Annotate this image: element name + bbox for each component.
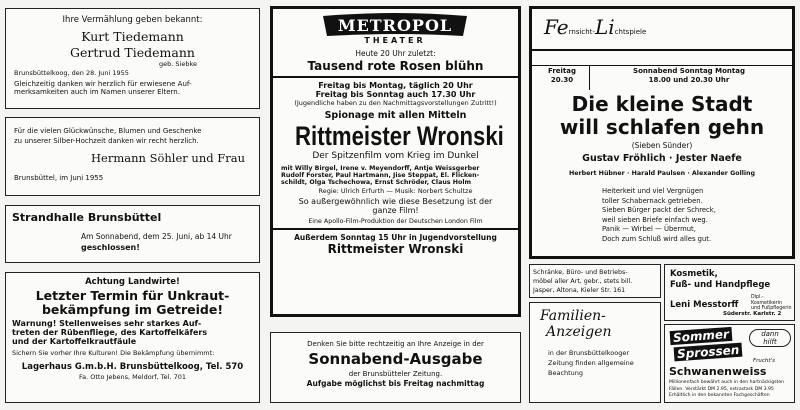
cosmetics-line-1: Kosmetik, [670,269,718,279]
metropol-praise-2: ganze Film! [372,206,419,215]
bride-maiden-name: geb. Siebke [159,60,197,68]
metropol-youth-note: (Jugendliche haben zu den Nachmittagsvorstellungen Zutritt!) [294,99,497,107]
wedding-heading: Ihre Vermählung geben bekannt: [62,15,203,25]
furniture-line-1: Schränke, Büro- und Betriebs- [533,269,628,276]
fernli-weekend-days: Sonnabend Sonntag Montag [633,67,745,75]
metropol-subtitle: Der Spitzenfilm vom Krieg im Dunkel [312,151,479,161]
silver-place-date: Brunsbüttel, im Juni 1955 [14,174,104,182]
fernli-logo-rnsicht: rnsicht- [568,28,595,36]
fernli-cinema-ad [529,6,795,259]
strandhalle-notice [5,205,260,263]
freckles-fine-1: Millionenfach bewährt auch in den hartnäckigsten [669,380,785,385]
fernli-logo-li: Li [594,15,615,39]
freckles-brand-top: Frucht's [753,358,775,364]
metropol-tagline: Spionage mit allen Mitteln [324,110,467,121]
farmers-warning-1: Warnung! Stellenweises sehr starkes Auf- [12,319,202,328]
fernli-subtitle: (Sieben Sünder) [631,141,693,150]
cosmetics-name: Leni Messtorff [670,300,739,310]
saturday-line-2: der Brunsbütteler Zeitung. [348,370,443,378]
saturday-line-1: Denken Sie bitte rechtzeitig an Ihre Anzeige in der [307,340,484,348]
furniture-line-3: Jasper, Altona, Kieler Str. 161 [533,287,626,294]
strandhalle-line-2: geschlossen! [81,243,140,252]
cosmetics-address: Süderstr. Karlstr. 2 [723,311,782,317]
family-ads-promo [529,302,661,403]
strandhalle-line-1: Am Sonnabend, dem 25. Juni, ab 14 Uhr [81,232,232,241]
metropol-cast-1: mit Willy Birgel, Irene v. Meyendorff, Antje Weissgerber [281,165,480,172]
cosmetics-ad [664,264,795,321]
fernli-friday: Freitag [547,67,576,75]
farmers-headline-1: Letzter Termin für Unkraut- [35,288,230,303]
metropol-cast-3: schildt, Olga Tschechowa, Ernst Schröder, Claus Holm [281,179,472,186]
saturday-edition-ad [270,332,521,403]
fernli-title-1: Die kleine Stadt [571,92,753,116]
fernli-blurb-1: Heiterkeit und viel Vergnügen [602,187,704,195]
metropol-praise-1: So außergewöhnlich wie diese Besetzung ist der [298,197,493,206]
wedding-announcement [5,8,260,109]
freckles-fine-2: Fällen. Verstärkt DM 2.95, extrastark DM 3.95 [669,386,774,392]
fernli-blurb-2: toller Schabernack getrieben. [602,196,703,205]
metropol-times-2: Freitag bis Sonntag auch 17.30 Uhr [315,90,476,99]
fernli-weekend-times: 18.00 und 20.30 Uhr [648,76,730,84]
fernli-title-2: will schlafen gehn [559,115,765,139]
saturday-line-3: Aufgabe möglichst bis Freitag nachmittag [306,379,485,388]
metropol-credits: Regie: Ulrich Erfurth — Musik: Norbert Schultze [318,187,473,195]
fernli-blurb-6: Doch zum Schluß wird alles gut. [602,234,712,243]
fernli-blurb-3: Sieben Bürger packt der Schreck, [602,206,716,214]
freckles-badge-1: dann [761,330,779,338]
freckles-brand: Schwanenweiss [669,365,767,378]
freckles-word-2: Sprossen [674,343,743,362]
cosmetics-qual-2: Kosmetikerin [751,300,783,306]
metropol-logo-text: METROPOL [337,16,453,35]
metropol-main-title: Rittmeister Wronski [295,121,504,151]
wedding-thanks-2: merksamkeiten auch im Namen unserer Eltern. [14,88,180,96]
metropol-production: Eine Apollo-Film-Produktion der Deutschen London Film [308,218,483,225]
farmers-agent: Fa. Otto Jebens, Meldorf, Tel. 701 [78,373,186,381]
family-ads-line-1: in der Brunsbüttelkooger [548,349,630,357]
saturday-headline: Sonnabend-Ausgabe [308,350,483,368]
farmers-warning-3: und der Kartoffelkrautfäule [12,337,137,346]
metropol-theater-label: THEATER [364,36,426,45]
freckles-word-1: Sommer [670,327,733,345]
freckles-cream-ad [664,324,795,403]
metropol-today: Heute 20 Uhr zuletzt: [355,49,436,58]
fernli-logo-fe: Fe [544,15,569,39]
fernli-logo [544,15,646,39]
freckles-fine-3: Erhältlich in den bekannten Fachgeschäften [669,393,770,398]
bride-name: Gertrud Tiedemann [70,45,195,60]
cosmetics-line-2: Fuß- und Handpflege [670,280,771,290]
fernli-cast-support: Herbert Hübner · Harald Paulsen · Alexander Golling [568,170,756,177]
wedding-place-date: Brunsbüttelkoog, den 28. Juni 1955 [14,69,129,77]
metropol-film-1: Tausend rote Rosen blühn [307,59,484,73]
fernli-friday-time: 20.30 [550,76,574,84]
farmers-support: Sichern Sie vorher Ihre Kulturen! Die Bekämpfung übernimmt: [12,349,215,357]
metropol-times-1: Freitag bis Montag, täglich 20 Uhr [318,81,473,90]
metropol-cast-2: Rudolf Forster, Paul Hartmann, Jise Steppat, El. Flicken- [281,172,480,179]
metropol-theater-ad [270,6,521,317]
wedding-thanks-1: Gleichzeitig danken wir herzlich für erwiesene Auf- [14,80,192,88]
farmers-warning-2: treten der Rübenfliege, des Kartoffelkäfers [12,328,208,337]
metropol-youth-title: Rittmeister Wronski [327,242,464,256]
furniture-line-2: möbel aller Art, gebr., stets bill. [533,278,633,285]
family-ads-title-1: Familien- [540,308,606,324]
farmers-ad [5,272,260,403]
farmers-headline-2: bekämpfung im Getreide! [41,302,224,317]
metropol-logo [319,12,471,48]
silver-thanks-1: Für die vielen Glückwünsche, Blumen und Geschenke [14,127,202,135]
family-ads-title-2: Anzeigen [546,324,612,340]
silver-thanks-2: zu unserer Silber-Hochzeit danken wir recht herzlich. [14,137,199,145]
strandhalle-title: Strandhalle Brunsbüttel [12,211,162,224]
cosmetics-qual-1: Dipl.- [751,295,764,300]
family-ads-line-3: Beachtung [548,369,584,377]
farmers-attention: Achtung Landwirte! [85,277,180,287]
metropol-youth-show: Außerdem Sonntag 15 Uhr in Jugendvorstellung [294,233,497,242]
fernli-logo-chtspiele: chtspiele [614,28,647,36]
family-ads-line-2: Zeitung finden allgemeine [548,359,634,367]
cosmetics-qual-3: und Fußpflegerin [751,306,792,311]
fernli-blurb-4: weil sieben Briefe einfach weg. [602,215,708,224]
furniture-ad [529,264,661,298]
silver-wedding-thanks [5,117,260,196]
silver-names: Hermann Söhler und Frau [91,151,245,165]
fernli-blurb-5: Panik — Wirbel — Übermut, [602,225,696,233]
freckles-badge-2: hilft [763,338,777,346]
farmers-company: Lagerhaus G.m.b.H. Brunsbüttelkoog, Tel. 570 [21,362,244,372]
groom-name: Kurt Tiedemann [81,29,184,44]
fernli-cast-main: Gustav Fröhlich · Jester Naefe [582,153,742,164]
